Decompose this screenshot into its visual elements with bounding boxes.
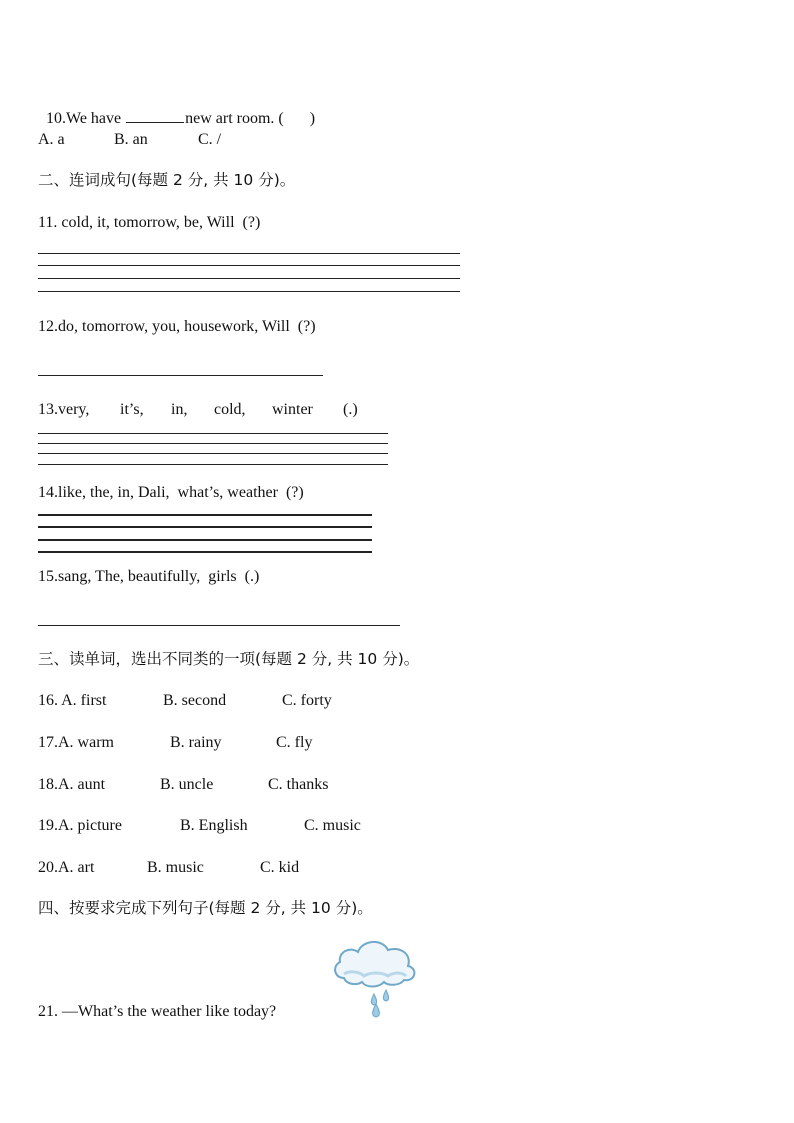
q19-option-a: 19.A. picture <box>38 817 122 834</box>
q17-option-c: C. fly <box>276 734 313 751</box>
q16-option-c: C. forty <box>282 692 332 709</box>
q13-word-3: in, <box>171 401 188 418</box>
section-2-heading: 二、连词成句(每题 2 分, 共 10 分)。 <box>38 171 296 189</box>
question-12: 12.do, tomorrow, you, housework, Will (?) <box>38 318 316 335</box>
q19-option-c: C. music <box>304 817 361 834</box>
q13-word-5: winter <box>272 401 313 418</box>
q20-option-c: C. kid <box>260 859 300 876</box>
q11-answer-line-4[interactable] <box>38 291 460 292</box>
q17-option-b: B. rainy <box>170 734 222 751</box>
rain-drop-2 <box>383 990 388 1001</box>
rain-cloud-icon <box>330 936 418 1020</box>
question-15: 15.sang, The, beautifully, girls (.) <box>38 568 260 585</box>
q15-answer-line[interactable] <box>38 625 400 626</box>
q13-answer-line-3[interactable] <box>38 453 388 454</box>
q16-option-b: B. second <box>163 692 227 709</box>
q13-word-1: 13.very, <box>38 401 90 418</box>
q13-answer-line-2[interactable] <box>38 443 388 444</box>
q10-option-b: B. an <box>114 131 148 148</box>
q17-option-a: 17.A. warm <box>38 734 114 751</box>
q18-option-b: B. uncle <box>160 776 214 793</box>
question-11: 11. cold, it, tomorrow, be, Will (?) <box>38 214 261 231</box>
question-14: 14.like, the, in, Dali, what’s, weather (?) <box>38 484 304 501</box>
q11-answer-line-1[interactable] <box>38 253 460 254</box>
q18-option-c: C. thanks <box>268 776 329 793</box>
q14-answer-line-1[interactable] <box>38 514 372 516</box>
q13-answer-line-4[interactable] <box>38 464 388 465</box>
section-3-heading: 三、读单词，选出不同类的一项(每题 2 分, 共 10 分)。 <box>38 650 420 668</box>
q10-paren-close: ) <box>309 110 316 127</box>
q11-answer-line-3[interactable] <box>38 278 460 279</box>
question-10 <box>38 88 315 129</box>
section-4-heading: 四、按要求完成下列句子(每题 2 分, 共 10 分)。 <box>38 899 373 917</box>
q11-answer-line-2[interactable] <box>38 265 460 266</box>
rain-drop-3 <box>373 1004 380 1017</box>
q10-text-pre: We have <box>66 110 126 127</box>
q20-option-a: 20.A. art <box>38 859 95 876</box>
q14-answer-line-2[interactable] <box>38 526 372 528</box>
q12-answer-line[interactable] <box>38 375 323 376</box>
q13-word-4: cold, <box>214 401 246 418</box>
q14-answer-line-3[interactable] <box>38 539 372 541</box>
q10-number: 10. <box>46 110 66 127</box>
q13-word-6: (.) <box>343 401 358 418</box>
question-21: 21. —What’s the weather like today? <box>38 1003 277 1020</box>
q10-blank[interactable] <box>126 108 184 123</box>
cloud-shape <box>335 942 414 987</box>
q19-option-b: B. English <box>180 817 248 834</box>
q10-option-c: C. / <box>198 131 222 148</box>
q16-option-a: 16. A. first <box>38 692 107 709</box>
q10-text-post: new art room. ( <box>185 110 284 127</box>
q10-option-a: A. a <box>38 131 65 148</box>
q13-answer-line-1[interactable] <box>38 433 388 434</box>
q14-answer-line-4[interactable] <box>38 551 372 553</box>
q13-word-2: it’s, <box>120 401 144 418</box>
q18-option-a: 18.A. aunt <box>38 776 106 793</box>
q20-option-b: B. music <box>147 859 204 876</box>
